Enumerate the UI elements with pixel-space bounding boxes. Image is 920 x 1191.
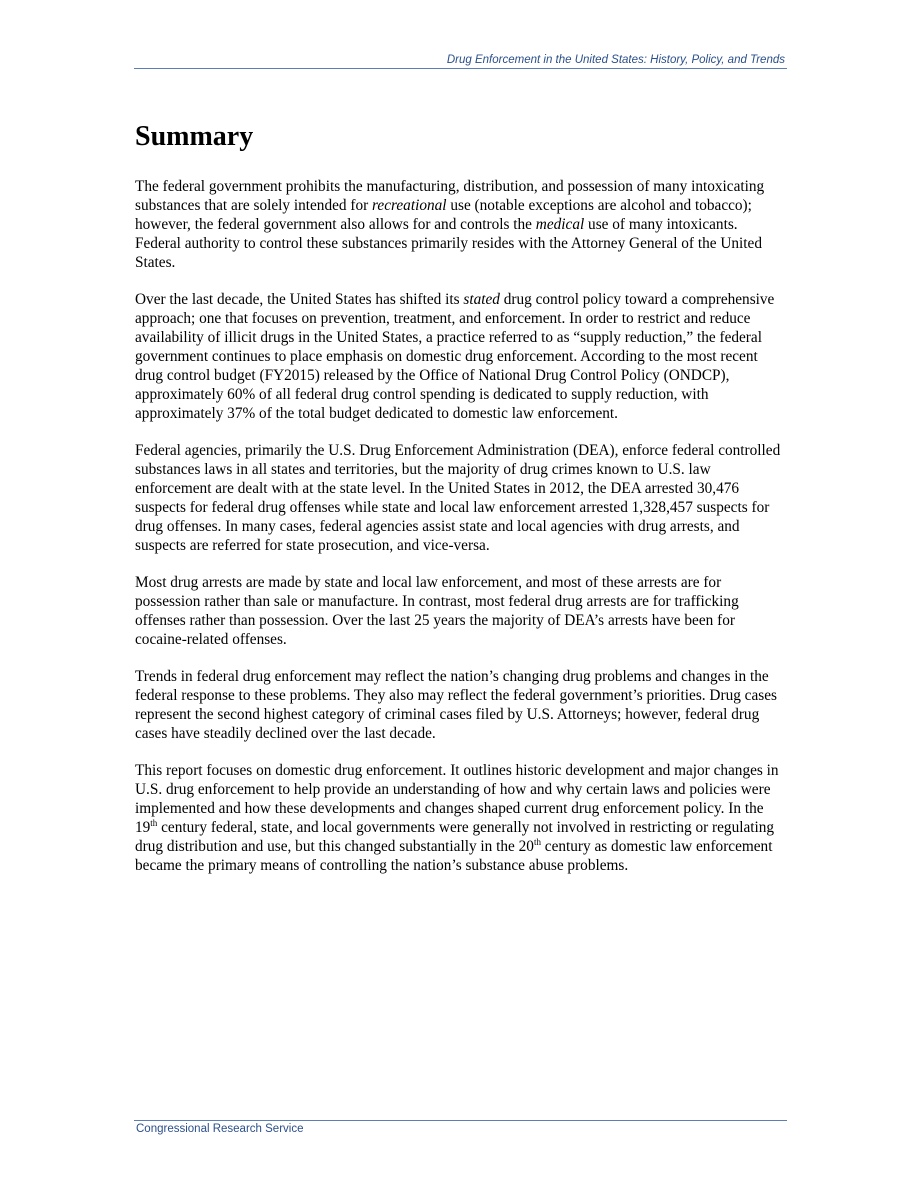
section-title: Summary bbox=[135, 121, 254, 152]
paragraph-6 bbox=[135, 761, 785, 875]
header-divider bbox=[134, 68, 787, 69]
paragraph-6-text-a: This report focuses on domestic drug enforcement. It outlines historic development and major changes in U.S. drug enforcement to help provide an understanding of how and why certain laws and policies were implemented and how these developments and changes shaped current drug enforcement policy. In the 19 bbox=[135, 762, 779, 836]
paragraph-1-emphasis-recreational: recreational bbox=[372, 197, 447, 214]
paragraph-1-text-c: use of many intoxicants. Federal authority to control these substances primarily resides with the Attorney General of the United States. bbox=[135, 216, 763, 271]
summary-body bbox=[135, 177, 785, 893]
footer-divider bbox=[134, 1120, 787, 1121]
paragraph-2-text-b: drug control policy toward a comprehensive approach; one that focuses on prevention, treatment, and enforcement. In order to restrict and reduce availability of illicit drugs in the United States, a practice referred to as “supply reduction,” the federal government continues to place emphasis on domestic drug enforcement. According to the most recent drug control budget (FY2015) released by the Office of National Drug Control Policy (ONDCP), approximately 60% of all federal drug control spending is dedicated to supply reduction, with approximately 37% of the total budget dedicated to domestic law enforcement. bbox=[135, 291, 775, 422]
paragraph-6-text-b: century federal, state, and local governments were generally not involved in restricting or regulating drug distribution and use, but this changed substantially in the 20 bbox=[135, 819, 775, 855]
paragraph-2-emphasis-stated: stated bbox=[463, 291, 500, 308]
paragraph-1-text-b: use (notable exceptions are alcohol and tobacco); however, the federal government also allows for and controls the bbox=[135, 197, 752, 233]
paragraph-4: Most drug arrests are made by state and local law enforcement, and most of these arrests are for possession rather than sale or manufacture. In contrast, most federal drug arrests are for trafficking offenses rather than possession. Over the last 25 years the majority of DEA’s arrests have been for cocaine-related offenses. bbox=[135, 574, 739, 648]
paragraph-5: Trends in federal drug enforcement may reflect the nation’s changing drug problems and changes in the federal response to these problems. They also may reflect the federal government’s priorities. Drug cases represent the second highest category of criminal cases filed by U.S. Attorneys; however, federal drug cases have steadily declined over the last decade. bbox=[135, 668, 777, 742]
paragraph-6-superscript-2: th bbox=[533, 836, 541, 847]
footer-publisher: Congressional Research Service bbox=[136, 1123, 304, 1135]
paragraph-1 bbox=[135, 177, 785, 272]
running-header: Drug Enforcement in the United States: History, Policy, and Trends bbox=[446, 54, 785, 66]
paragraph-6-superscript-1: th bbox=[150, 817, 158, 828]
paragraph-2 bbox=[135, 290, 785, 423]
paragraph-2-text-a: Over the last decade, the United States has shifted its bbox=[135, 291, 464, 308]
paragraph-1-text-a: The federal government prohibits the manufacturing, distribution, and possession of many intoxicating substances that are solely intended for bbox=[135, 178, 765, 214]
paragraph-6-text-c: century as domestic law enforcement became the primary means of controlling the nation’s substance abuse problems. bbox=[135, 838, 773, 874]
paragraph-1-emphasis-medical: medical bbox=[535, 216, 585, 233]
paragraph-3: Federal agencies, primarily the U.S. Drug Enforcement Administration (DEA), enforce federal controlled substances laws in all states and territories, but the majority of drug crimes known to U.S. law enforcement are dealt with at the state level. In the United States in 2012, the DEA arrested 30,476 suspects for federal drug offenses while state and local law enforcement arrested 1,328,457 suspects for drug offenses. In many cases, federal agencies assist state and local agencies with drug arrests, and suspects are referred for state prosecution, and vice-versa. bbox=[135, 442, 781, 554]
